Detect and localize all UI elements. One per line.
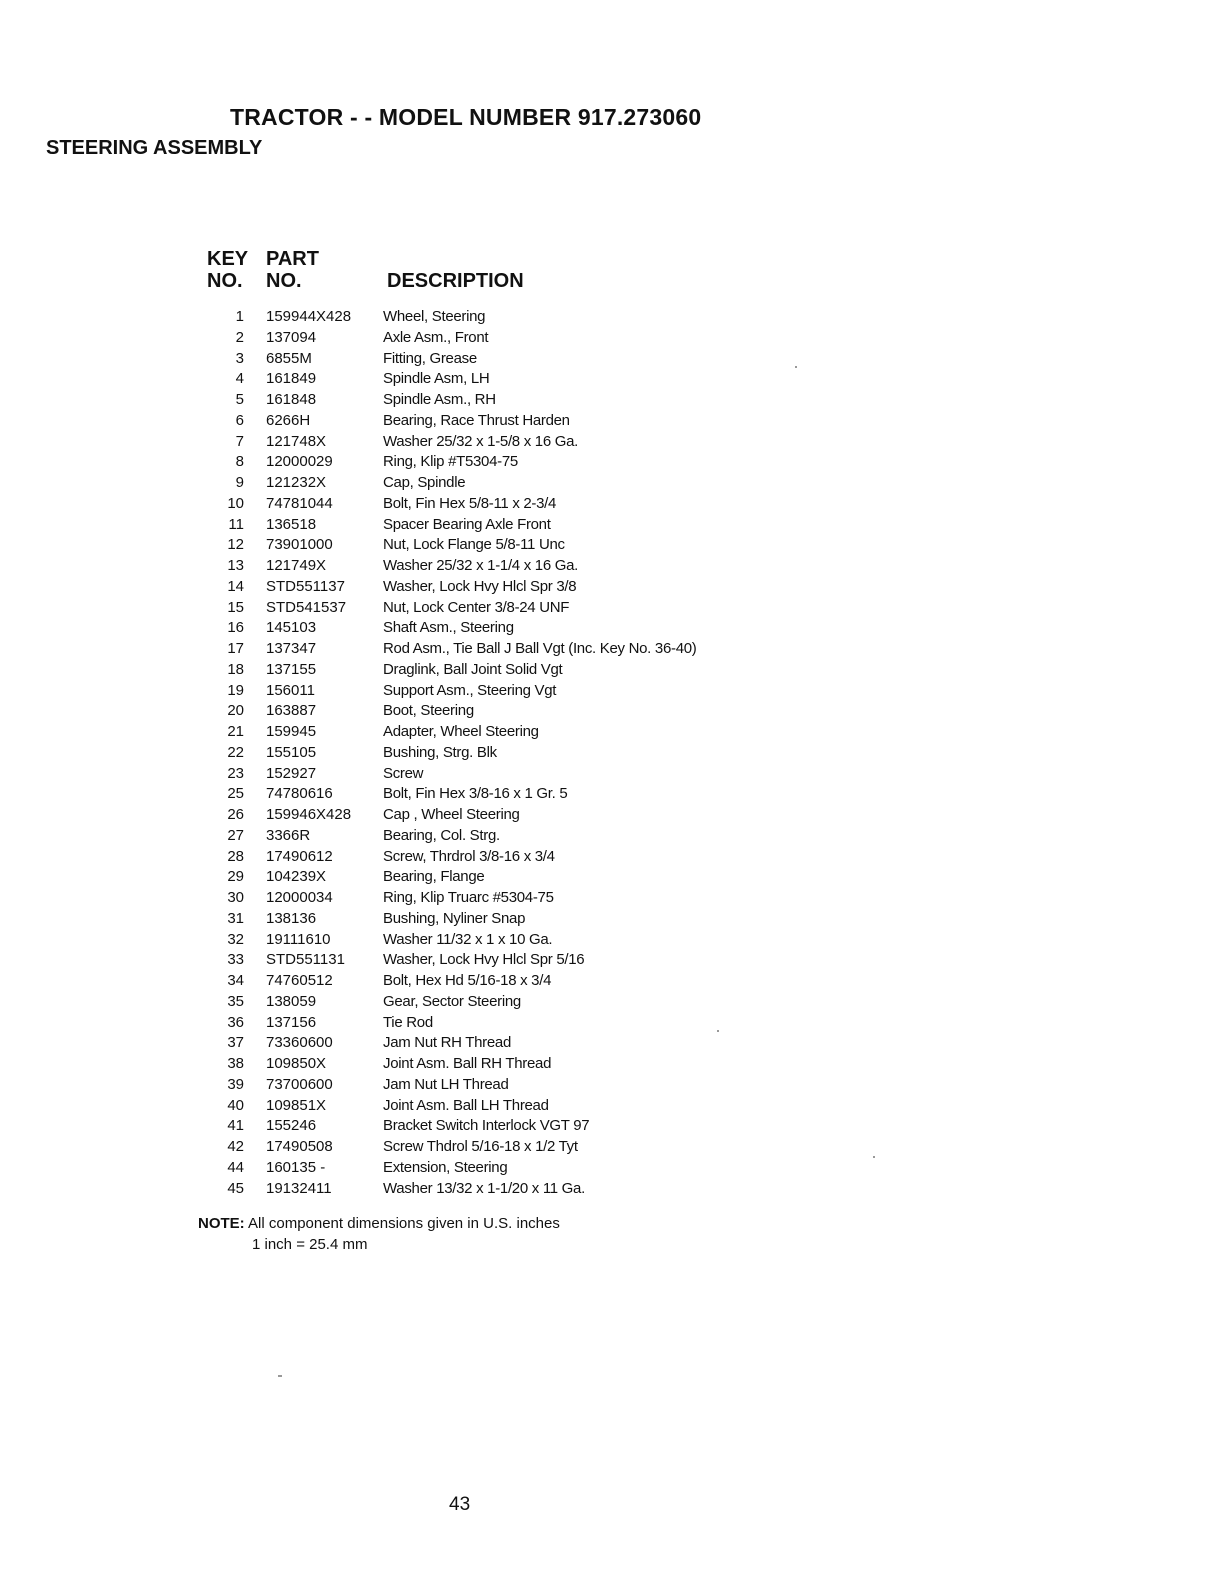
part-no: 137155 — [266, 660, 317, 678]
table-row — [200, 411, 820, 432]
key-no: 25 — [227, 785, 244, 803]
part-no: 12000034 — [266, 889, 333, 906]
scan-speck — [717, 1030, 719, 1032]
table-row — [200, 1116, 820, 1137]
description: Washer, Lock Hvy Hlcl Spr 5/16 — [383, 951, 585, 969]
table-row — [200, 639, 820, 660]
part-no: 17490508 — [266, 1138, 333, 1155]
description: Washer 13/32 x 1-1/20 x 11 Ga. — [383, 1179, 585, 1197]
description: Spacer Bearing Axle Front — [383, 515, 551, 533]
description: Spindle Asm, LH — [383, 370, 490, 388]
part-no: 163887 — [266, 702, 317, 720]
part-no: 137347 — [266, 640, 317, 657]
key-no: 5 — [235, 391, 244, 408]
description: Bolt, Fin Hex 3/8-16 x 1 Gr. 5 — [383, 785, 568, 803]
key-no: 42 — [227, 1138, 244, 1155]
key-no: 29 — [227, 868, 244, 886]
part-no: 74780616 — [266, 785, 333, 803]
key-no: 33 — [227, 951, 244, 969]
part-no: 3366R — [266, 826, 311, 844]
description: Rod Asm., Tie Ball J Ball Vgt (Inc. Key No. 36-40) — [383, 640, 697, 657]
table-row — [200, 1013, 820, 1034]
description: Tie Rod — [383, 1013, 433, 1031]
description: Support Asm., Steering Vgt — [383, 681, 557, 699]
key-no: 40 — [227, 1096, 244, 1114]
table-row — [200, 847, 820, 868]
table-row — [200, 1096, 820, 1117]
key-no: 22 — [227, 743, 244, 761]
key-no: 30 — [227, 889, 244, 906]
description: Bushing, Strg. Blk — [383, 743, 497, 761]
description: Gear, Sector Steering — [383, 992, 521, 1010]
part-no: 73360600 — [266, 1034, 333, 1052]
key-no: 17 — [227, 640, 244, 657]
table-row — [200, 805, 820, 826]
note-conversion: 1 inch = 25.4 mm — [252, 1236, 368, 1253]
part-no: 19111610 — [266, 930, 331, 948]
table-row — [200, 1179, 820, 1200]
key-no: 9 — [235, 474, 244, 491]
table-row — [200, 618, 820, 639]
table-row — [200, 867, 820, 888]
key-no: 1 — [235, 308, 244, 325]
description: Jam Nut RH Thread — [383, 1034, 512, 1052]
scan-speck — [795, 366, 797, 368]
part-no: 159945 — [266, 723, 317, 740]
part-no: STD551137 — [266, 577, 345, 595]
table-row — [200, 494, 820, 515]
table-row — [200, 1054, 820, 1075]
key-no: 36 — [227, 1013, 244, 1031]
part-no: 73700600 — [266, 1075, 333, 1093]
part-no: 17490612 — [266, 847, 333, 865]
table-row — [200, 390, 820, 411]
description: Axle Asm., Front — [383, 328, 489, 346]
table-row — [200, 681, 820, 702]
table-row — [200, 598, 820, 619]
key-no: 7 — [235, 432, 244, 450]
key-no: 38 — [227, 1055, 244, 1072]
part-no: 138059 — [266, 992, 317, 1010]
description: Cap , Wheel Steering — [383, 806, 520, 823]
part-no: 19132411 — [266, 1179, 332, 1197]
table-row — [200, 556, 820, 577]
table-row — [200, 764, 820, 785]
description: Shaft Asm., Steering — [383, 619, 514, 637]
part-no: 74781044 — [266, 494, 333, 512]
description: Cap, Spindle — [383, 474, 466, 491]
table-row — [200, 784, 820, 805]
part-no: 109850X — [266, 1055, 327, 1072]
key-no: 31 — [227, 909, 244, 927]
key-no: 6 — [235, 411, 244, 429]
part-no: 152927 — [266, 764, 317, 782]
table-row — [200, 577, 820, 598]
description: Adapter, Wheel Steering — [383, 723, 539, 740]
part-no: 121749X — [266, 557, 327, 574]
description: Bolt, Fin Hex 5/8-11 x 2-3/4 — [383, 494, 557, 512]
part-no: 159946X428 — [266, 806, 352, 823]
part-no: 145103 — [266, 619, 317, 637]
key-no: 26 — [227, 806, 244, 823]
description: Boot, Steering — [383, 702, 474, 720]
table-row — [200, 701, 820, 722]
part-no: 161848 — [266, 391, 317, 408]
table-row — [200, 349, 820, 370]
description: Washer 11/32 x 1 x 10 Ga. — [383, 930, 553, 948]
description: Bearing, Col. Strg. — [383, 826, 500, 844]
scan-speck — [278, 1375, 282, 1377]
part-no: 156011 — [266, 681, 315, 699]
key-no: 13 — [227, 557, 244, 574]
table-row — [200, 909, 820, 930]
key-no: 34 — [227, 972, 244, 989]
key-no: 11 — [228, 515, 244, 533]
description: Bearing, Race Thrust Harden — [383, 411, 570, 429]
description: Joint Asm. Ball RH Thread — [383, 1055, 552, 1072]
description: Bearing, Flange — [383, 868, 485, 886]
key-no: 21 — [227, 723, 244, 740]
part-no: 121232X — [266, 474, 327, 491]
part-no: STD551131 — [266, 951, 345, 969]
key-no: 23 — [227, 764, 244, 782]
table-row — [200, 432, 820, 453]
part-no: 137156 — [266, 1013, 317, 1031]
part-no: 121748X — [266, 432, 327, 450]
part-no: 73901000 — [266, 536, 333, 554]
part-no: 159944X428 — [266, 308, 352, 325]
part-no: 161849 — [266, 370, 317, 388]
key-no: 32 — [227, 930, 244, 948]
table-row — [200, 1137, 820, 1158]
part-no: 155246 — [266, 1117, 317, 1135]
table-row — [200, 950, 820, 971]
description: Wheel, Steering — [383, 308, 486, 325]
description: Bushing, Nyliner Snap — [383, 909, 526, 927]
table-row — [200, 1158, 820, 1179]
description: Bolt, Hex Hd 5/16-18 x 3/4 — [383, 972, 552, 989]
description: Screw — [383, 764, 424, 782]
description: Draglink, Ball Joint Solid Vgt — [383, 660, 563, 678]
description: Spindle Asm., RH — [383, 391, 496, 408]
description: Bracket Switch Interlock VGT 97 — [383, 1117, 590, 1135]
description: Screw Thdrol 5/16-18 x 1/2 Tyt — [383, 1138, 578, 1155]
part-no: 6855M — [266, 349, 312, 367]
description: Screw, Thrdrol 3/8-16 x 3/4 — [383, 847, 555, 865]
table-row — [200, 722, 820, 743]
description: Washer, Lock Hvy Hlcl Spr 3/8 — [383, 577, 577, 595]
description: Nut, Lock Center 3/8-24 UNF — [383, 598, 570, 616]
table-row — [200, 535, 820, 556]
key-no: 8 — [235, 453, 244, 471]
column-header-key-line2: NO. — [207, 270, 243, 292]
column-header-key-no — [207, 248, 259, 292]
table-row — [200, 888, 820, 909]
key-no: 20 — [227, 702, 244, 720]
page-title: TRACTOR - - MODEL NUMBER 917.273060 — [230, 104, 702, 130]
description: Joint Asm. Ball LH Thread — [383, 1096, 549, 1114]
key-no: 16 — [227, 619, 244, 637]
column-header-part-no — [266, 248, 319, 292]
note-label: NOTE: — [198, 1215, 245, 1232]
description: Jam Nut LH Thread — [383, 1075, 509, 1093]
key-no: 15 — [227, 598, 244, 616]
part-no: STD541537 — [266, 598, 347, 616]
key-no: 18 — [227, 660, 244, 678]
part-no: 136518 — [266, 515, 317, 533]
note — [198, 1214, 560, 1234]
key-no: 28 — [227, 847, 244, 865]
key-no: 4 — [235, 370, 244, 388]
description: Washer 25/32 x 1-1/4 x 16 Ga. — [383, 557, 579, 574]
key-no: 2 — [235, 328, 244, 346]
table-row — [200, 473, 820, 494]
part-no: 6266H — [266, 411, 311, 429]
table-row — [200, 369, 820, 390]
table-row — [200, 328, 820, 349]
table-row — [200, 743, 820, 764]
table-row — [200, 826, 820, 847]
part-no: 12000029 — [266, 453, 333, 471]
table-row — [200, 660, 820, 681]
key-no: 14 — [227, 577, 244, 595]
key-no: 37 — [227, 1034, 244, 1052]
key-no: 27 — [227, 826, 244, 844]
scan-speck — [873, 1156, 875, 1158]
key-no: 45 — [227, 1179, 244, 1197]
description: Ring, Klip Truarc #5304-75 — [383, 889, 554, 906]
table-row — [200, 930, 820, 951]
description: Nut, Lock Flange 5/8-11 Unc — [383, 536, 565, 554]
column-header-description: DESCRIPTION — [387, 270, 524, 292]
key-no: 35 — [227, 992, 244, 1010]
part-no: 155105 — [266, 743, 317, 761]
key-no: 19 — [227, 681, 244, 699]
key-no: 3 — [235, 349, 244, 367]
table-row — [200, 1075, 820, 1096]
table-row — [200, 1033, 820, 1054]
note-text: All component dimensions given in U.S. inches — [248, 1215, 560, 1232]
part-no: 138136 — [266, 909, 317, 927]
key-no: 12 — [227, 536, 244, 554]
column-header-part-line1: PART — [266, 248, 319, 270]
part-no: 160135 - — [266, 1158, 326, 1176]
key-no: 44 — [227, 1158, 244, 1176]
table-row — [200, 971, 820, 992]
part-no: 74760512 — [266, 972, 333, 989]
table-row — [200, 307, 820, 328]
table-row — [200, 452, 820, 473]
table-row — [200, 515, 820, 536]
part-no: 109851X — [266, 1096, 327, 1114]
key-no: 39 — [227, 1075, 244, 1093]
description: Extension, Steering — [383, 1158, 508, 1176]
description: Washer 25/32 x 1-5/8 x 16 Ga. — [383, 432, 579, 450]
key-no: 41 — [227, 1117, 244, 1135]
description: Fitting, Grease — [383, 349, 477, 367]
key-no: 10 — [227, 494, 244, 512]
table-row — [200, 992, 820, 1013]
description: Ring, Klip #T5304-75 — [383, 453, 518, 471]
part-no: 104239X — [266, 868, 327, 886]
page-number: 43 — [449, 1494, 471, 1515]
part-no: 137094 — [266, 328, 317, 346]
column-header-key-line1: KEY — [207, 248, 249, 270]
column-header-part-line2: NO. — [266, 270, 302, 292]
parts-list — [200, 307, 820, 1199]
section-title: STEERING ASSEMBLY — [46, 137, 263, 159]
